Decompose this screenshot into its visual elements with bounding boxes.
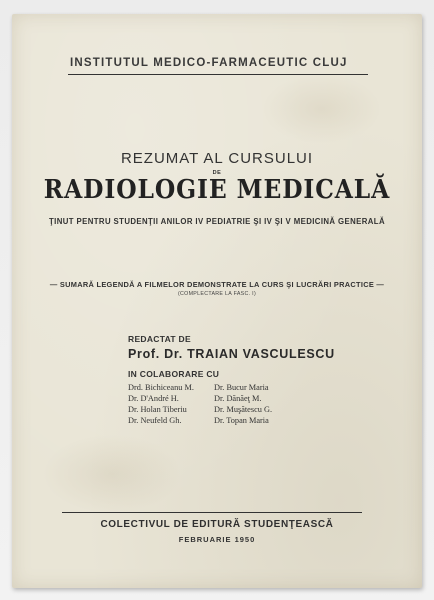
book-cover [12, 14, 422, 588]
subtitle: ŢINUT PENTRU STUDENŢII ANILOR IV PEDIATRIE ŞI IV ŞI V MEDICINĂ GENERALĂ [49, 217, 385, 226]
institution-name: INSTITUTUL MEDICO-FARMACEUTIC CLUJ [70, 57, 348, 69]
header-rule [68, 74, 368, 75]
paper-stain [42, 434, 182, 514]
author-name: Prof. Dr. TRAIAN VASCULESCU [128, 347, 335, 361]
collaborator-name: Dr. D'André H. [128, 394, 179, 403]
title-de: DE [212, 170, 222, 176]
paper-stain [262, 74, 382, 144]
footer-rule [62, 512, 362, 513]
title-main: RADIOLOGIE MEDICALĂ [43, 175, 391, 205]
summary-note: (COMPLECTARE LA FASC. I) [177, 291, 257, 297]
summary-line: — SUMARĂ LEGENDĂ A FILMELOR DEMONSTRATE LA CURS ŞI LUCRĂRI PRACTICE — [49, 280, 385, 289]
collaborator-name: Dr. Topan Maria [214, 416, 269, 425]
publisher: COLECTIVUL DE EDITURĂ STUDENŢEASCĂ [100, 519, 334, 530]
collaborators-left-column [128, 382, 194, 426]
title-line1: REZUMAT AL CURSULUI [120, 150, 314, 167]
collaborator-name: Dr. Holan Tiberiu [128, 405, 187, 414]
collaborator-name: Drd. Bichiceanu M. [128, 383, 194, 392]
collaboration-label: IN COLABORARE CU [128, 369, 220, 379]
collaborator-name: Dr. Bucur Maria [214, 383, 269, 392]
collaborators-right-column [214, 382, 272, 426]
edited-by-label: REDACTAT DE [128, 334, 191, 344]
collaborator-name: Dr. Neufeld Gh. [128, 416, 182, 425]
collaborator-name: Dr. Muşătescu G. [214, 405, 273, 414]
publication-date: FEBRUARIE 1950 [178, 535, 256, 544]
collaborator-name: Dr. Dănăeţ M. [214, 394, 262, 403]
